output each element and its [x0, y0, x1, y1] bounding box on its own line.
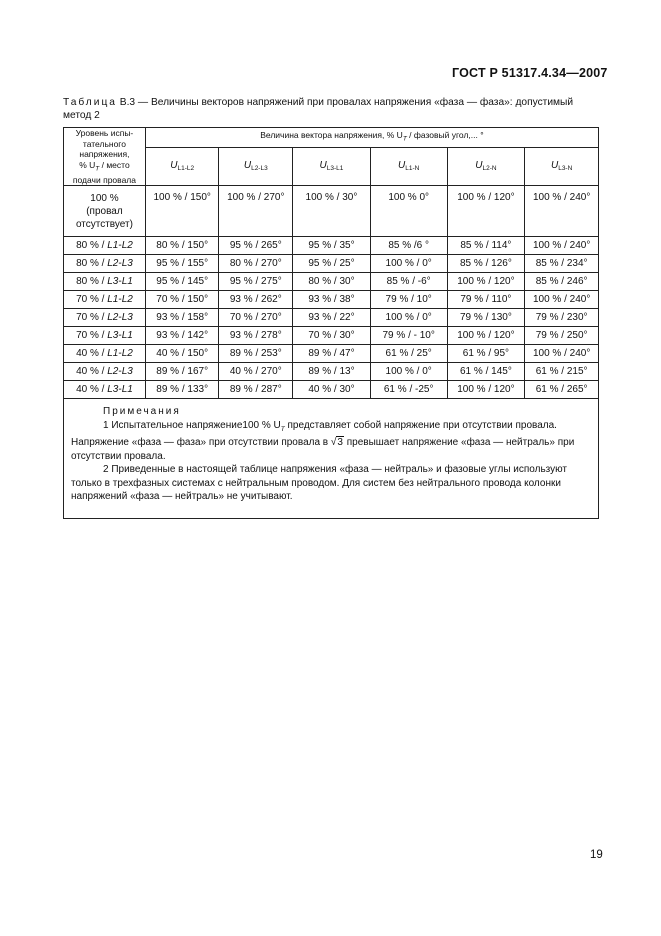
- data-table: [63, 127, 599, 519]
- note-1: 1 Испытательное напряжение100 % $U_T$ представляет собой напряжение при отсутствии провала.: [103, 419, 557, 433]
- caption-text: Величины векторов напряжений при провалах напряжения «фаза — фаза»: допустимый метод 2: [63, 97, 574, 121]
- column-header-l2-n: $U_{L2-N}$: [447, 148, 525, 186]
- value-cell: 85 % / -6°: [370, 273, 447, 291]
- value-cell: 79 % / 230°: [525, 309, 599, 327]
- value-cell: 93 % / 38°: [293, 291, 371, 309]
- value-cell: 85 % / 126°: [447, 255, 525, 273]
- level-cell: 80 % / L3-L1: [64, 273, 146, 291]
- document-header: ГОСТ Р 51317.4.34—2007: [452, 66, 608, 80]
- value-cell: 100 % / 30°: [293, 186, 371, 237]
- value-cell: 79 % / 10°: [370, 291, 447, 309]
- value-cell: 95 % / 155°: [145, 255, 219, 273]
- table-row: [64, 363, 599, 381]
- value-cell: 95 % / 275°: [219, 273, 293, 291]
- notes-cell: [64, 399, 599, 519]
- value-cell: 79 % / 250°: [525, 327, 599, 345]
- notes-row: [64, 399, 599, 519]
- value-cell: 93 % / 278°: [219, 327, 293, 345]
- table-row: [64, 273, 599, 291]
- value-cell: 85 % / 246°: [525, 273, 599, 291]
- value-cell: 100 % / 120°: [447, 273, 525, 291]
- value-cell: 80 % / 270°: [219, 255, 293, 273]
- table-row: [64, 309, 599, 327]
- value-cell: 61 % / 95°: [447, 345, 525, 363]
- note-1-continued: Напряжение «фаза — фаза» при отсутствии провала в √3 превышает напряжение «фаза — нейтраль» при отсутствии провала.: [71, 437, 575, 462]
- notes-title: Примечания: [103, 406, 181, 418]
- value-cell: 89 % / 13°: [293, 363, 371, 381]
- value-cell: 61 % / 265°: [525, 381, 599, 399]
- value-cell: 93 % / 158°: [145, 309, 219, 327]
- value-cell: 80 % / 30°: [293, 273, 371, 291]
- value-cell: 95 % / 145°: [145, 273, 219, 291]
- level-cell: 40 % / L2-L3: [64, 363, 146, 381]
- value-cell: 100 % / 0°: [370, 309, 447, 327]
- value-cell: 79 % / 110°: [447, 291, 525, 309]
- value-cell: 89 % / 133°: [145, 381, 219, 399]
- value-cell: 89 % / 47°: [293, 345, 371, 363]
- value-cell: 100 % / 240°: [525, 237, 599, 255]
- value-cell: 80 % / 150°: [145, 237, 219, 255]
- value-cell: 100 % / 0°: [370, 363, 447, 381]
- level-cell: 70 % / L1-L2: [64, 291, 146, 309]
- table-row: [64, 291, 599, 309]
- level-cell: 40 % / L3-L1: [64, 381, 146, 399]
- value-cell: 79 % / - 10°: [370, 327, 447, 345]
- level-cell: 80 % / L1-L2: [64, 237, 146, 255]
- column-header-l2-l3: $U_{L2-L3}$: [219, 148, 293, 186]
- table-row: [64, 237, 599, 255]
- page-number: 19: [590, 849, 603, 861]
- value-cell: 61 % / 145°: [447, 363, 525, 381]
- sqrt-symbol: √3: [330, 437, 343, 449]
- value-cell: 100 % / 240°: [525, 291, 599, 309]
- value-cell: 100 % / 120°: [447, 381, 525, 399]
- value-cell: 100 % 0°: [370, 186, 447, 237]
- table-row: [64, 381, 599, 399]
- table-row: [64, 327, 599, 345]
- voltage-vector-table: [63, 127, 599, 519]
- value-cell: 70 % / 30°: [293, 327, 371, 345]
- table-row: [64, 345, 599, 363]
- value-cell: 100 % / 120°: [447, 186, 525, 237]
- value-cell: 93 % / 142°: [145, 327, 219, 345]
- value-cell: 95 % / 35°: [293, 237, 371, 255]
- value-cell: 40 % / 150°: [145, 345, 219, 363]
- value-cell: 61 % / -25°: [370, 381, 447, 399]
- level-cell: 70 % / L2-L3: [64, 309, 146, 327]
- level-column-header: Уровень испы- тательного напряжения, % $U_T$ / место подачи провала: [64, 128, 146, 186]
- value-cell: 100 % / 270°: [219, 186, 293, 237]
- value-cell: 95 % / 265°: [219, 237, 293, 255]
- value-cell: 40 % / 30°: [293, 381, 371, 399]
- value-cell: 95 % / 25°: [293, 255, 371, 273]
- value-cell: 40 % / 270°: [219, 363, 293, 381]
- column-header-l1-l2: $U_{L1-L2}$: [145, 148, 219, 186]
- value-cell: 93 % / 262°: [219, 291, 293, 309]
- value-cell: 89 % / 287°: [219, 381, 293, 399]
- level-cell: 70 % / L3-L1: [64, 327, 146, 345]
- level-cell: 80 % / L2-L3: [64, 255, 146, 273]
- level-cell: 40 % / L1-L2: [64, 345, 146, 363]
- column-header-l3-n: $U_{L3-N}$: [525, 148, 599, 186]
- value-cell: 85 % / 234°: [525, 255, 599, 273]
- table-row: [64, 255, 599, 273]
- value-cell: 100 % / 150°: [145, 186, 219, 237]
- note-2: 2 Приведенные в настоящей таблице напряжения «фаза — нейтраль» и фазовые углы используют только в трехфазных системах с нейтральным проводом. Для систем без нейтрального провода колонки напряжений «фаза — нейтраль» не учитывают.: [71, 464, 568, 503]
- level-cell: 100 % (провал отсутствует): [64, 186, 146, 237]
- value-cell: 79 % / 130°: [447, 309, 525, 327]
- value-cell: 70 % / 270°: [219, 309, 293, 327]
- value-cell: 100 % / 0°: [370, 255, 447, 273]
- value-cell: 61 % / 25°: [370, 345, 447, 363]
- vector-group-header: Величина вектора напряжения, % $U_T$ / фазовый угол,... °: [145, 128, 598, 148]
- value-cell: 100 % / 120°: [447, 327, 525, 345]
- table-body: [64, 237, 599, 399]
- table-caption: [63, 96, 603, 122]
- value-cell: 100 % / 240°: [525, 345, 599, 363]
- table-row-no-dip: [64, 186, 599, 237]
- value-cell: 85 % / 114°: [447, 237, 525, 255]
- value-cell: 70 % / 150°: [145, 291, 219, 309]
- caption-number: В.3 —: [119, 97, 149, 108]
- value-cell: 89 % / 167°: [145, 363, 219, 381]
- value-cell: 85 % /6 °: [370, 237, 447, 255]
- value-cell: 89 % / 253°: [219, 345, 293, 363]
- column-header-l3-l1: $U_{L3-L1}$: [293, 148, 371, 186]
- column-header-l1-n: $U_{L1-N}$: [370, 148, 447, 186]
- value-cell: 93 % / 22°: [293, 309, 371, 327]
- caption-label: Таблица: [63, 97, 117, 108]
- value-cell: 61 % / 215°: [525, 363, 599, 381]
- value-cell: 100 % / 240°: [525, 186, 599, 237]
